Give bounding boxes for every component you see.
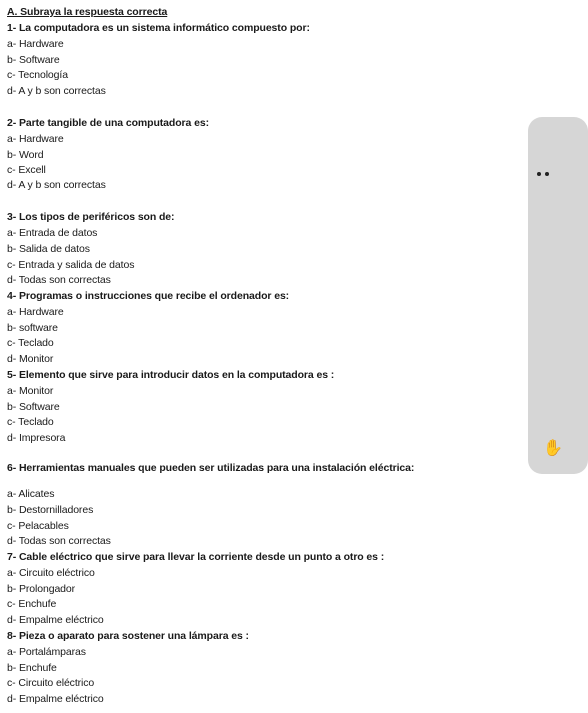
question-7-option-d[interactable]: d- Empalme eléctrico [7, 614, 104, 626]
question-6-option-c[interactable]: c- Pelacables [7, 520, 69, 532]
question-1-option-d[interactable]: d- A y b son correctas [7, 85, 106, 97]
question-3-option-a[interactable]: a- Entrada de datos [7, 227, 98, 239]
question-8-option-d[interactable]: d- Empalme eléctrico [7, 693, 104, 705]
question-8-option-a[interactable]: a- Portalámparas [7, 646, 86, 658]
question-6-option-a[interactable]: a- Alicates [7, 488, 55, 500]
question-1-option-b[interactable]: b- Software [7, 54, 60, 66]
question-2-option-c[interactable]: c- Excell [7, 164, 46, 176]
question-2-option-d[interactable]: d- A y b son correctas [7, 179, 106, 191]
question-6-option-b[interactable]: b- Destornilladores [7, 504, 94, 516]
question-4-option-c[interactable]: c- Teclado [7, 337, 54, 349]
question-7-option-a[interactable]: a- Circuito eléctrico [7, 567, 95, 579]
question-4-option-d[interactable]: d- Monitor [7, 353, 54, 365]
question-3: 3- Los tipos de periféricos son de: [7, 211, 175, 223]
question-6-option-d[interactable]: d- Todas son correctas [7, 535, 111, 547]
question-4-option-b[interactable]: b- software [7, 322, 58, 334]
question-5-option-c[interactable]: c- Teclado [7, 416, 54, 428]
question-1-option-a[interactable]: a- Hardware [7, 38, 64, 50]
question-6: 6- Herramientas manuales que pueden ser utilizadas para una instalación eléctrica: [7, 462, 415, 474]
question-4: 4- Programas o instrucciones que recibe el ordenador es: [7, 290, 290, 302]
question-7-option-b[interactable]: b- Prolongador [7, 583, 76, 595]
question-2-option-a[interactable]: a- Hardware [7, 133, 64, 145]
question-7-option-c[interactable]: c- Enchufe [7, 598, 57, 610]
question-4-option-a[interactable]: a- Hardware [7, 306, 64, 318]
question-7: 7- Cable eléctrico que sirve para llevar la corriente desde un punto a otro es : [7, 551, 385, 563]
question-8-option-b[interactable]: b- Enchufe [7, 662, 57, 674]
question-5-option-d[interactable]: d- Impresora [7, 432, 66, 444]
hand-pointer-icon: ✋ [543, 440, 563, 457]
question-5-option-a[interactable]: a- Monitor [7, 385, 54, 397]
question-8-option-c[interactable]: c- Circuito eléctrico [7, 677, 95, 689]
question-8: 8- Pieza o aparato para sostener una lámpara es : [7, 630, 249, 642]
worksheet-title: A. Subraya la respuesta correcta [7, 6, 168, 18]
question-3-option-d[interactable]: d- Todas son correctas [7, 274, 111, 286]
question-2: 2- Parte tangible de una computadora es: [7, 117, 209, 129]
question-3-option-c[interactable]: c- Entrada y salida de datos [7, 259, 135, 271]
question-1: 1- La computadora es un sistema informático compuesto por: [7, 22, 310, 34]
question-5: 5- Elemento que sirve para introducir datos en la computadora es : [7, 369, 335, 381]
question-3-option-b[interactable]: b- Salida de datos [7, 243, 90, 255]
question-1-option-c[interactable]: c- Tecnología [7, 69, 68, 81]
question-2-option-b[interactable]: b- Word [7, 149, 44, 161]
more-dots-icon[interactable] [537, 163, 553, 181]
question-5-option-b[interactable]: b- Software [7, 401, 60, 413]
